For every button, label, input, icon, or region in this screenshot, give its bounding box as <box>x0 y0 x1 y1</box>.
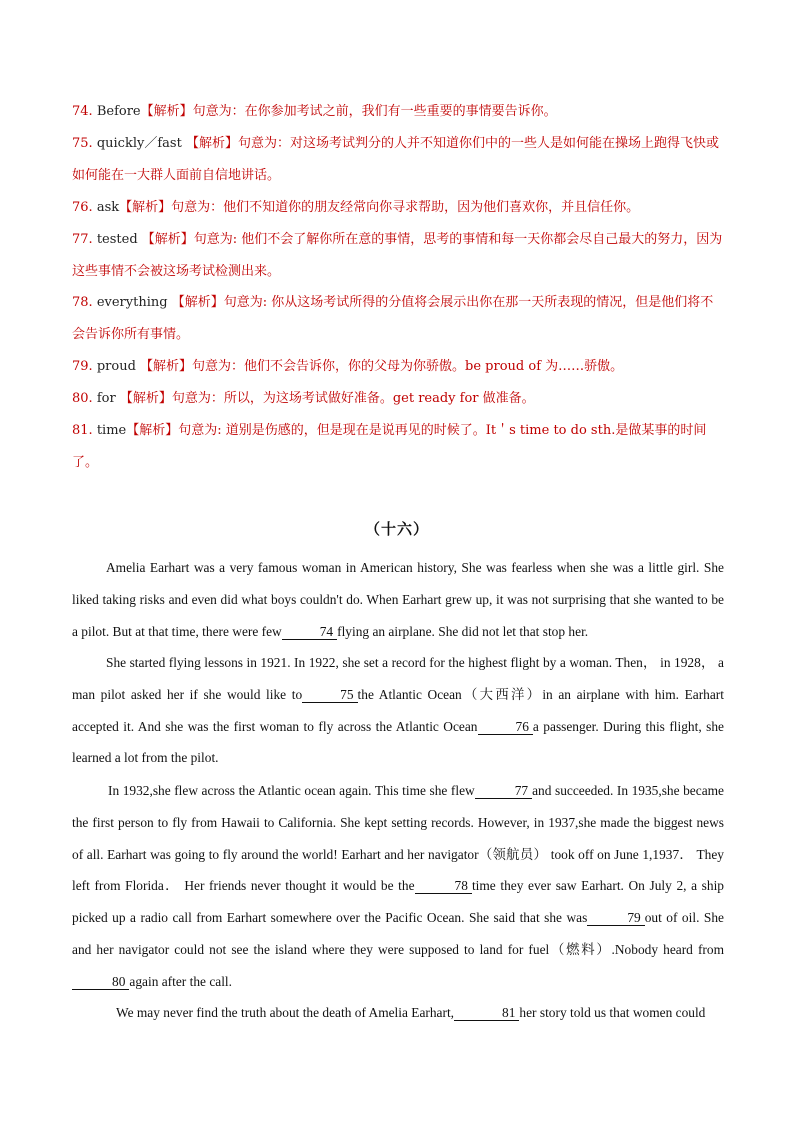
analysis-tag: 【解析】 <box>140 104 193 119</box>
passage-text: Amelia Earhart was a very famous woman in American history, She was fearless when she was a little girl. She liked taking risks and even did what boys couldn't do. When Earhart grew up, it was not surprising that she wanted to be a pilot. But at that time, there were few <box>72 560 724 639</box>
answer-78 <box>72 287 724 351</box>
answer-word: quickly／fast <box>96 136 182 151</box>
passage-text: flying an airplane. She did not let that stop her. <box>337 623 589 639</box>
analysis-tag: 【解析】 <box>126 423 179 438</box>
answer-number: 80. <box>72 391 93 406</box>
analysis-text: 句意为：在你参加考试之前，我们有一些重要的事情要告诉你。 <box>192 104 557 119</box>
analysis-tag: 【解析】 <box>137 232 194 247</box>
analysis-tag: 【解析】 <box>181 136 238 151</box>
analysis-text: 句意为：他们不会告诉你，你的父母为你骄傲。be proud of 为……骄傲。 <box>192 359 624 374</box>
passage-text: In 1932,she flew across the Atlantic ocean again. This time she flew <box>108 783 475 798</box>
analysis-tag: 【解析】 <box>167 295 224 310</box>
answer-81 <box>72 415 724 479</box>
passage-paragraph-1 <box>72 552 724 647</box>
passage-paragraph-3 <box>72 775 724 998</box>
answer-80 <box>72 383 724 415</box>
blank-76[interactable]: 76 <box>478 720 533 735</box>
answer-79 <box>72 351 724 383</box>
passage-text: the Atlantic Ocean（大西洋）in an airplane with him. Earhart accepted it. And she was the first woman to fly across the Atlantic Ocean <box>72 686 724 734</box>
blank-77[interactable]: 77 <box>475 784 532 799</box>
answer-76 <box>72 192 724 224</box>
passage-text: We may never find the truth about the death of Amelia Earhart, <box>116 1005 455 1020</box>
analysis-text: 句意为：对这场考试判分的人并不知道你们中的一些人是如何能在操场上跑得飞快或如何能在一大群人面前自信地讲话。 <box>72 136 719 183</box>
answer-word: time <box>96 423 127 438</box>
analysis-tag: 【解析】 <box>135 359 193 374</box>
answer-75 <box>72 128 724 192</box>
analysis-text: 句意为: 道别是伤感的，但是现在是说再见的时候了。It＇s time to do sth.是做某事的时间了。 <box>72 423 707 470</box>
answer-word: ask <box>96 200 120 215</box>
answer-number: 76. <box>72 200 93 215</box>
answer-word: everything <box>96 295 168 310</box>
section-title: （十六） <box>364 520 429 538</box>
answer-number: 75. <box>72 136 93 151</box>
passage-text: again after the call. <box>129 973 232 989</box>
blank-79[interactable]: 79 <box>587 911 644 926</box>
blank-80[interactable]: 80 <box>72 975 129 990</box>
passage-text: a passenger. During this flight, she learned a lot from the pilot. <box>72 718 724 766</box>
answer-word: for <box>96 391 116 406</box>
blank-78[interactable]: 78 <box>415 879 472 894</box>
answer-word: tested <box>96 232 138 247</box>
analysis-text: 句意为：他们不知道你的朋友经常向你寻求帮助，因为他们喜欢你，并且信任你。 <box>171 200 640 215</box>
passage-text: and succeeded. In 1935,she became the first person to fly from Hawaii to California. She kept setting records. However, in 1937,she made the biggest news of all. Earhart was going to fly around the world! Earhart and her navigator（领航员） took off on June 1,1937． They left from Florida． Her friends never thought it would be the <box>72 783 725 894</box>
blank-74[interactable]: 74 <box>282 625 337 640</box>
passage-text: time they ever saw Earhart. On July 2, a ship picked up a radio call from Earhart somewhere over the Pacific Ocean. She said that she was <box>72 878 725 926</box>
answer-number: 79. <box>72 359 93 374</box>
passage-paragraph-2 <box>72 647 724 774</box>
blank-75[interactable]: 75 <box>302 688 357 703</box>
analysis-tag: 【解析】 <box>119 200 172 215</box>
answer-word: proud <box>96 359 136 374</box>
answer-77 <box>72 224 724 288</box>
answer-word: Before <box>96 104 141 119</box>
passage-text: her story told us that women could <box>519 1005 706 1020</box>
analysis-text: 句意为: 他们不会了解你所在意的事情，思考的事情和每一天你都会尽自己最大的努力，因为这些事情不会被这场考试检测出来。 <box>72 232 723 279</box>
answer-number: 81. <box>72 423 93 438</box>
passage-paragraph-4 <box>72 997 724 1029</box>
answer-number: 78. <box>72 295 93 310</box>
analysis-tag: 【解析】 <box>115 391 172 406</box>
passage-text: She started flying lessons in 1921. In 1922, she set a record for the highest flight by a woman. Then， in 1928， a man pilot asked her if she would like to <box>72 655 724 702</box>
answer-74 <box>72 96 724 128</box>
answer-number: 77. <box>72 232 93 247</box>
answer-number: 74. <box>72 104 93 119</box>
analysis-text: 句意为: 你从这场考试所得的分值将会展示出你在那一天所表现的情况，但是他们将不会告诉你所有事情。 <box>72 295 714 342</box>
passage-text: out of oil. She and her navigator could not see the island where they were supposed to land for fuel（燃料）.Nobody heard from <box>72 910 724 957</box>
blank-81[interactable]: 81 <box>454 1006 519 1021</box>
analysis-text: 句意为：所以，为这场考试做好准备。get ready for 做准备。 <box>171 391 535 406</box>
